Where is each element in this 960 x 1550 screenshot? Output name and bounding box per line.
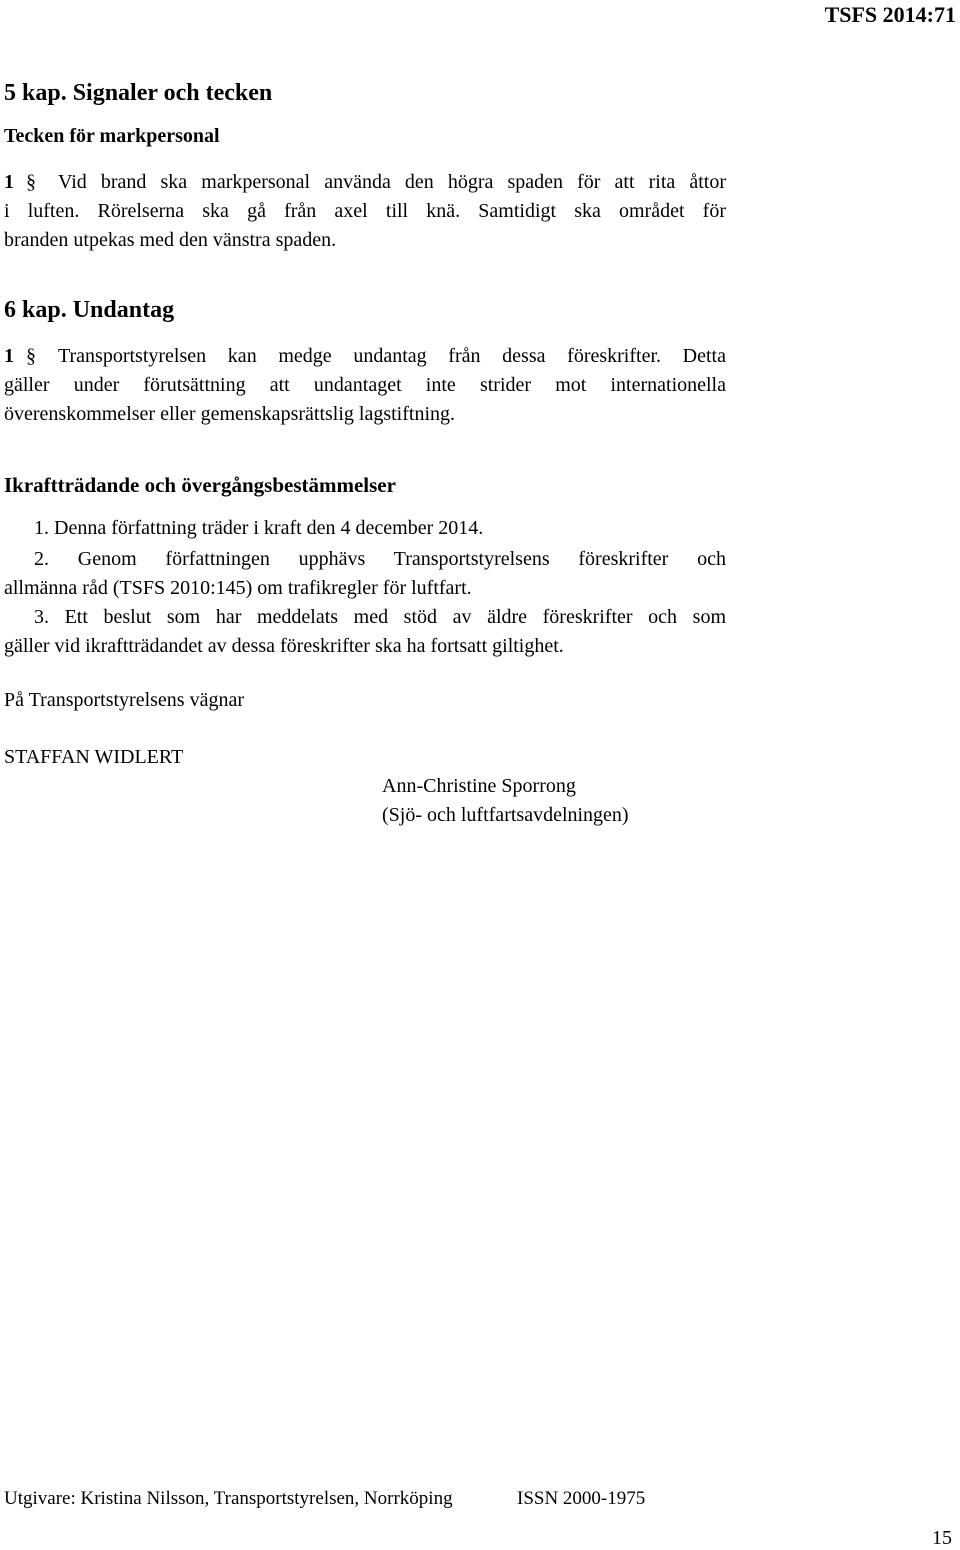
paragraph-line: Transportstyrelsen kan medge undantag från dessa föreskrifter. Detta [58,345,726,367]
chapter-5-subheading: Tecken för markpersonal [4,125,220,147]
section-number: 1 [4,171,14,193]
transitional-heading: Ikraftträdande och övergångsbestämmelser [4,473,396,497]
document-code: TSFS 2014:71 [824,2,956,27]
paragraph-line: 2. Genom författningen upphävs Transportstyrelsens föreskrifter och [34,548,726,570]
page-number: 15 [932,1527,952,1549]
signer-name: STAFFAN WIDLERT [4,746,184,768]
paragraph-line: gäller vid ikraftträdandet av dessa föreskrifter ska ha fortsatt giltighet. [4,635,564,657]
transitional-item-3 [4,603,726,661]
section-number: 1 [4,345,14,367]
paragraph-line: gäller under förutsättning att undantaget inte strider mot internationella [4,374,726,396]
co-signer-name: Ann-Christine Sporrong [382,775,576,797]
footer-publisher: Utgivare: Kristina Nilsson, Transportstyrelsen, Norrköping [4,1488,453,1509]
chapter-6-paragraph-1 [4,342,726,429]
co-signer-department: (Sjö- och luftfartsavdelningen) [382,804,629,826]
chapter-6-heading: 6 kap. Undantag [4,297,175,323]
paragraph-line: i luften. Rörelserna ska gå från axel till knä. Samtidigt ska området för [4,200,726,222]
section-sign: § [26,171,36,193]
section-sign: § [26,345,36,367]
on-behalf-line: På Transportstyrelsens vägnar [4,689,244,711]
paragraph-line: Vid brand ska markpersonal använda den högra spaden för att rita åttor [58,171,726,193]
paragraph-line: överenskommelser eller gemenskapsrättslig lagstiftning. [4,403,455,425]
transitional-item-2 [4,545,726,603]
paragraph-line: allmänna råd (TSFS 2010:145) om trafikregler för luftfart. [4,577,472,599]
transitional-item-1: 1. Denna författning träder i kraft den 4 december 2014. [34,517,484,539]
footer-issn: ISSN 2000-1975 [517,1488,646,1509]
chapter-5-heading: 5 kap. Signaler och tecken [4,80,273,106]
paragraph-line: branden utpekas med den vänstra spaden. [4,229,337,251]
paragraph-line: 3. Ett beslut som har meddelats med stöd av äldre föreskrifter och som [34,606,726,628]
chapter-5-paragraph-1 [4,168,726,255]
